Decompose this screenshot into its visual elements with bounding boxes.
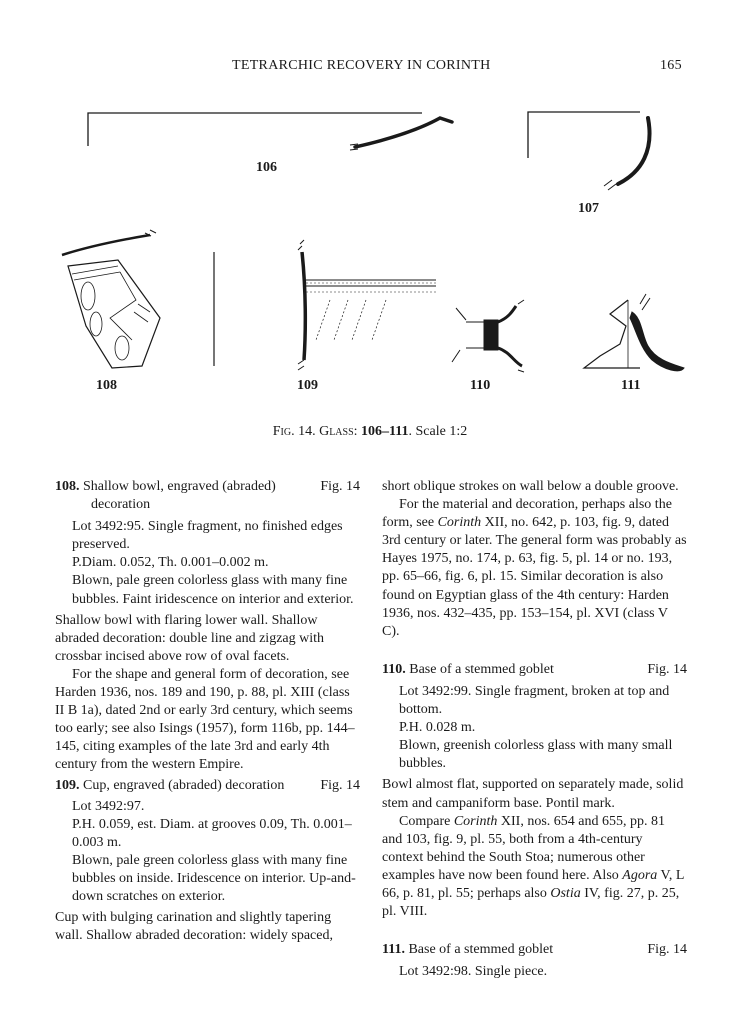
- comment-text: XII, no. 642, p. 103, fig. 9, dated 3rd century or later. The general form was probably as Hayes 1975, no. 174, p. 63, fig. 5, pl. 14 or no. 193, pp. 65–66, fig. 6, pl. 15. Similar decoration is also found on Egyptian glass of the 4th century: Harden 1936, nos. 432–435, pp. 153–154, pl. XVI (class V C).: [382, 515, 687, 639]
- entry-108-number: 108.: [55, 479, 80, 494]
- right-column: [382, 478, 687, 981]
- entry-111-heading: [382, 941, 687, 959]
- caption-prefix: Fig. 14. Glass:: [272, 424, 362, 439]
- comment-text: Compare: [399, 813, 454, 829]
- comment-ref-corinth: Corinth: [453, 813, 498, 829]
- comment-ref-corinth: Corinth: [437, 515, 482, 531]
- entry-108-lot: Lot 3492:95. Single fragment, no finished edges preserved.: [72, 519, 343, 553]
- entry-109-description: Cup with bulging carination and slightly tapering wall. Shallow abraded decoration: widely spaced,: [55, 910, 333, 944]
- entry-110-dimensions: P.H. 0.028 m.: [399, 720, 476, 736]
- comment-text: For the material and decoration, perhaps also the form, see: [382, 497, 672, 531]
- drawing-108: [62, 230, 160, 368]
- entry-109-fig-ref: Fig. 14: [320, 777, 360, 793]
- entry-110-number: 110.: [382, 661, 406, 677]
- entry-111-lot: Lot 3492:98. Single piece.: [399, 964, 548, 980]
- entry-109-fabric: Blown, pale green colorless glass with many fine bubbles on inside. Iridescence on interior. Up-and-down scratches on exterior.: [72, 852, 356, 905]
- entry-111-fig-ref: Fig. 14: [647, 942, 687, 958]
- entry-111-number: 111.: [382, 942, 405, 958]
- entry-111-title: Base of a stemmed goblet: [408, 942, 554, 958]
- caption-suffix: . Scale 1:2: [408, 424, 468, 439]
- entry-110-heading: [382, 661, 687, 679]
- entry-108-comment: For the shape and general form of decoration, see Harden 1936, nos. 189 and 190, p. 88, pl. XIII (class II B 1a), dated 2nd or early 3rd century, which seems too early; see also Isings (1957), form 116b, pp. 144–145, citing examples of the late 3rd and early 4th century from the western Empire.: [55, 666, 355, 773]
- figure-14-drawings: [0, 0, 740, 420]
- entry-108-fig-ref: Fig. 14: [320, 479, 360, 494]
- comment-ref-agora: Agora: [622, 867, 658, 883]
- entry-110-description: Bowl almost flat, supported on separately made, solid stem and campaniform base. Pontil mark.: [382, 777, 684, 811]
- entry-110-fabric: Blown, greenish colorless glass with many small bubbles.: [399, 738, 673, 772]
- figure-label-106: 106: [256, 160, 277, 175]
- entry-108-description: Shallow bowl with flaring lower wall. Shallow abraded decoration: double line and zigzag with crossbar incised above row of oval facets.: [55, 612, 325, 664]
- running-title: TETRARCHIC RECOVERY IN CORINTH: [232, 58, 491, 73]
- entry-109-description-cont: short oblique strokes on wall below a double groove.: [382, 479, 679, 494]
- entry-109-heading: [55, 777, 360, 795]
- comment-text: V, L 66, p. 81, pl. 55; perhaps also: [382, 867, 684, 901]
- entry-109-lot: Lot 3492:97.: [72, 798, 145, 814]
- comment-text: XII, nos. 654 and 655, pp. 81 and 103, fig. 9, pl. 55, both from a 4th-century context behind the South Stoa; numerous other examples have now been found here. Also: [382, 813, 666, 883]
- entry-108-title-cont: decoration: [91, 497, 151, 513]
- entry-110-comment: [382, 813, 687, 922]
- figure-label-108: 108: [96, 378, 117, 393]
- comment-text: IV, fig. 27, p. 25, pl. VIII.: [382, 885, 680, 920]
- page-number: 165: [660, 58, 682, 73]
- entry-108-title: Shallow bowl, engraved (abraded): [83, 479, 276, 494]
- entry-109-dimensions: P.H. 0.059, est. Diam. at grooves 0.09, Th. 0.001–0.003 m.: [72, 816, 352, 850]
- entry-109-comment: [382, 496, 687, 641]
- entry-109-number: 109.: [55, 777, 80, 793]
- drawing-110: [452, 300, 524, 372]
- entry-110-title: Base of a stemmed goblet: [409, 661, 554, 677]
- figure-caption: [0, 424, 740, 440]
- drawing-106: [88, 113, 452, 150]
- figure-label-111: 111: [621, 378, 641, 393]
- figure-label-107: 107: [578, 201, 599, 216]
- left-column: [55, 478, 360, 945]
- entry-110-fig-ref: Fig. 14: [647, 661, 687, 677]
- entry-108-heading: [55, 478, 360, 496]
- entry-110-lot: Lot 3492:99. Single fragment, broken at top and bottom.: [399, 683, 670, 718]
- drawing-109: [298, 240, 436, 370]
- entry-108-dimensions: P.Diam. 0.052, Th. 0.001–0.002 m.: [72, 555, 269, 571]
- caption-range: 106–111: [361, 424, 409, 439]
- drawing-111: [584, 294, 684, 371]
- figure-label-110: 110: [470, 378, 491, 393]
- entry-108-fabric: Blown, pale green colorless glass with many fine bubbles. Faint iridescence on interior and exterior.: [72, 573, 354, 607]
- comment-ref-ostia: Ostia: [550, 885, 581, 901]
- figure-label-109: 109: [297, 378, 318, 393]
- drawing-107: [528, 112, 650, 190]
- entry-109-title: Cup, engraved (abraded) decoration: [83, 777, 285, 793]
